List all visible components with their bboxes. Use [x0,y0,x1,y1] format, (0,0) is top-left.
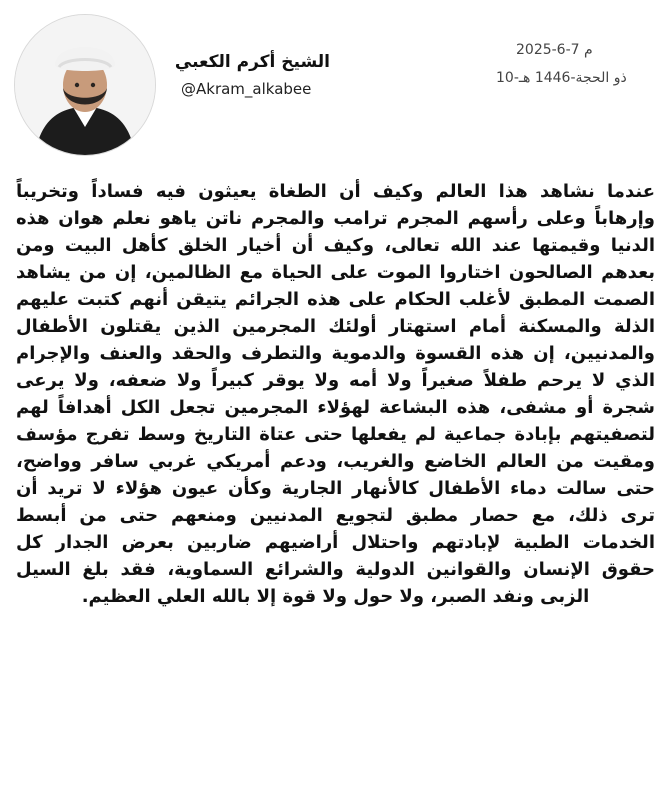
avatar[interactable] [14,14,156,156]
author-name[interactable]: الشيخ أكرم الكعبي [174,52,330,72]
author-handle[interactable]: @Akram_alkabee [181,80,312,98]
profile-photo [15,15,155,155]
post-body: عندما نشاهد هذا العالم وكيف أن الطغاة يعيثون فيه فساداً وتخريباً وإرهاباً وعلى رأسهم المجرم ترامب والمجرم ناتن ياهو نعلم هوان هذه الدنيا وقيمتها عند الله تعالى، وكيف أن أخيار الخلق كأهل البيت ومن بعدهم الصالحون اختاروا الموت على الحياة مع الظالمين، إن من يشاهد الصمت المطبق لأغلب الحكام على هذه الجرائم يتيقن أنهم كتبت عليهم الذلة والمسكنة أمام استهتار أولئك المجرمين الذين يقتلون الأطفال والمدنيين، إن هذه القسوة والدموية والتطرف والحقد والعنف والإجرام الذي لا يرحم طفلاً صغيراً ولا أمه ولا يوقر كبيراً ولا ضعفه، ولا يرعى شجرة أو مشفى، هذه البشاعة لهؤلاء المجرمين تجعل الكل أهدافاً لهم لتصفيتهم بإبادة جماعية لم يفعلها حتى عتاة التاريخ وسط تفرج مؤسف ومقيت من العالم الخاضع والغريب، ودعم أمريكي غربي سافر وواضح، حتى سالت دماء الأطفال كالأنهار الجارية وكأن عيون هؤلاء لا تريد أن ترى ذلك، مع حصار مطبق لتجويع المدنيين ومنعهم حتى من أبسط الخدمات الطبية لإبادتهم واحتلال أراضيهم ضاربين بعرض الجدار كل حقوق الإنسان والقوانين الدولية والشرائع السماوية، فقد بلغ السيل الزبى ونفد الصبر، ولا حول ولا قوة إلا بالله العلي العظيم. [16,181,655,607]
gregorian-date: 2025-6-7 م [516,42,593,58]
hijri-date: 10-ذو الحجة-1446 هـ [496,70,627,86]
